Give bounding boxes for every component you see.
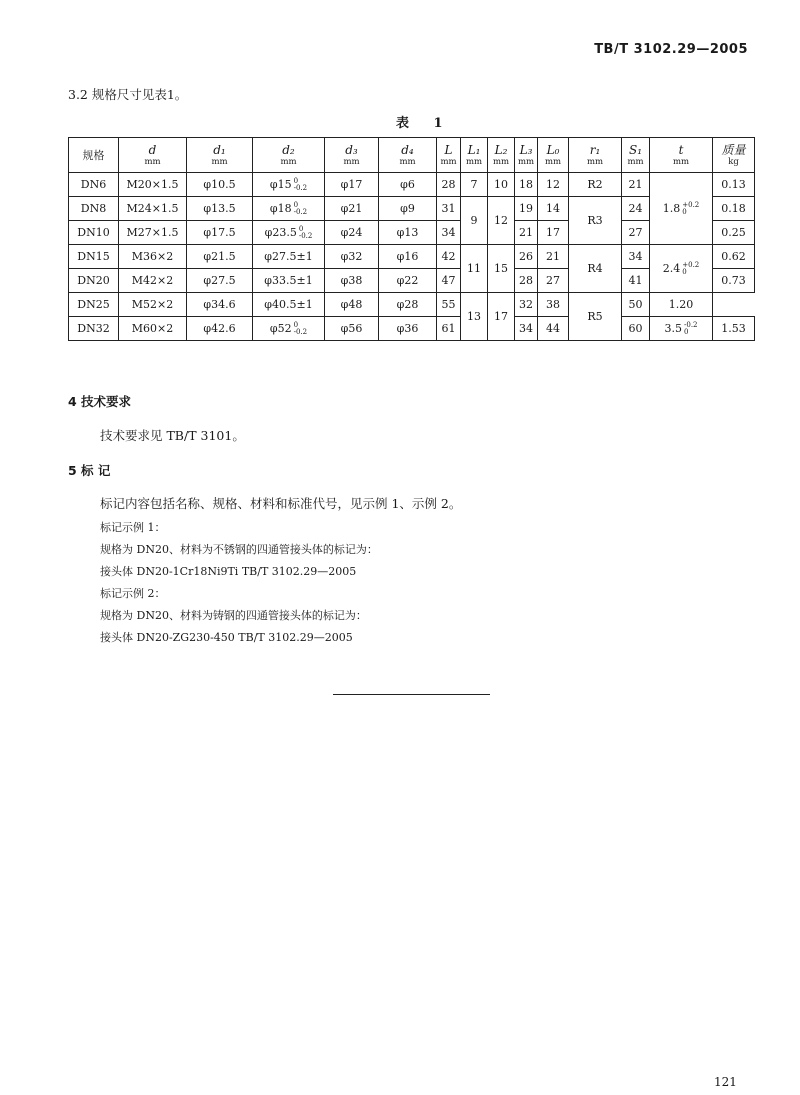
tolerance-upper: +0.2 — [682, 260, 700, 269]
header-unit: mm — [517, 156, 535, 167]
tolerance-lower: -0.2 — [293, 327, 308, 336]
header-symbol: L₃ — [519, 142, 533, 157]
cell-value: 0.18 — [721, 202, 746, 215]
cell-d2 — [253, 269, 325, 293]
header-cell — [69, 138, 119, 173]
cell-l0 — [538, 317, 569, 341]
cell-value: φ15 — [269, 177, 292, 191]
cell-value: φ38 — [340, 274, 363, 287]
cell-value: φ33.5±1 — [264, 274, 313, 287]
cell-value: φ40.5±1 — [264, 298, 313, 311]
cell-value: M27×1.5 — [126, 226, 179, 239]
tolerance — [294, 178, 308, 192]
cell-l0 — [538, 197, 569, 221]
tolerance-upper: +0.2 — [682, 200, 700, 209]
tolerance — [682, 202, 699, 216]
cell-d3 — [325, 293, 379, 317]
header-symbol: r₁ — [589, 142, 601, 157]
cell-spec — [69, 221, 119, 245]
cell-value: R5 — [587, 310, 603, 323]
cell-d3 — [325, 221, 379, 245]
cell-s1 — [622, 221, 650, 245]
header-symbol: L — [444, 142, 453, 157]
cell-value: R4 — [587, 262, 603, 275]
cell-value: 12 — [494, 214, 508, 227]
cell-value: 47 — [441, 274, 456, 287]
cell-value: φ18 — [269, 201, 292, 215]
cell-value: φ42.6 — [203, 322, 236, 335]
cell-l0 — [538, 269, 569, 293]
header-symbol: 质量 — [721, 142, 746, 157]
cell-mass — [713, 197, 755, 221]
tolerance-lower: -0.2 — [293, 207, 308, 216]
cell-value: φ17 — [340, 178, 363, 191]
cell-value: 14 — [546, 202, 560, 215]
cell-d4 — [379, 173, 437, 197]
cell-value: 32 — [519, 298, 533, 311]
cell-value: φ17.5 — [203, 226, 236, 239]
section-4-text: 技术要求见 TB/T 3101。 — [100, 428, 245, 443]
cell-spec — [69, 197, 119, 221]
cell-value: 31 — [441, 202, 456, 215]
page-number: 121 — [714, 1075, 737, 1089]
header-symbol: d₃ — [345, 142, 358, 157]
cell-d1 — [187, 173, 253, 197]
tolerance-lower: 0 — [684, 327, 689, 336]
cell-value: 10 — [494, 178, 508, 191]
cell-value: φ13 — [396, 226, 419, 239]
header-unit: mm — [492, 156, 510, 167]
header-unit: kg — [728, 156, 739, 167]
header-cell — [569, 138, 622, 173]
cell-d1 — [187, 317, 253, 341]
cell-value: 18 — [519, 178, 533, 191]
cell-d2 — [253, 173, 325, 197]
tolerance-lower: -0.2 — [298, 231, 313, 240]
tolerance — [684, 322, 698, 336]
cell-l0 — [538, 293, 569, 317]
cell-value: φ21.5 — [203, 250, 236, 263]
cell-d — [119, 221, 187, 245]
header-symbol: L₁ — [467, 142, 481, 157]
section-5-text: 标记内容包括名称、规格、材料和标准代号，见示例 1、示例 2。 — [100, 496, 462, 511]
cell-r1 — [569, 293, 622, 341]
cell-value: 7 — [470, 178, 478, 191]
cell-l1 — [461, 293, 488, 341]
header-symbol: L₂ — [494, 142, 508, 157]
example-1-label: 标记示例 1： — [100, 521, 166, 534]
cell-value: DN32 — [77, 322, 110, 335]
cell-d1 — [187, 269, 253, 293]
cell-value: 27 — [546, 274, 560, 287]
cell-value: φ56 — [340, 322, 363, 335]
header-unit: mm — [280, 156, 297, 167]
cell-d — [119, 197, 187, 221]
section-3-2-text: 3.2 规格尺寸见表1。 — [68, 87, 188, 102]
cell-d — [119, 293, 187, 317]
end-rule — [333, 694, 490, 695]
cell-l3 — [515, 293, 538, 317]
cell-d2 — [253, 293, 325, 317]
header-unit: mm — [211, 156, 228, 167]
cell-value: DN15 — [77, 250, 110, 263]
table-row — [69, 245, 755, 269]
cell-d2 — [253, 221, 325, 245]
cell-value: 21 — [546, 250, 560, 263]
header-cell — [379, 138, 437, 173]
cell-value: 27 — [628, 226, 643, 239]
header-cell — [538, 138, 569, 173]
header-cell — [119, 138, 187, 173]
cell-d — [119, 269, 187, 293]
cell-mass — [713, 317, 755, 341]
cell-l2 — [488, 173, 515, 197]
tolerance-lower: 0 — [682, 267, 687, 276]
cell-d1 — [187, 197, 253, 221]
cell-value: 21 — [628, 178, 643, 191]
cell-t — [650, 245, 713, 293]
cell-value: DN6 — [80, 178, 107, 191]
cell-value: 44 — [546, 322, 560, 335]
cell-s1 — [622, 293, 650, 317]
header-cell — [515, 138, 538, 173]
tolerance-lower: -0.2 — [293, 183, 308, 192]
cell-r1 — [569, 173, 622, 197]
cell-value: 12 — [546, 178, 560, 191]
header-symbol: S₁ — [628, 142, 643, 157]
header-unit: mm — [627, 156, 644, 167]
cell-value: 0.73 — [721, 274, 746, 287]
cell-value: 34 — [628, 250, 643, 263]
cell-value: 38 — [546, 298, 560, 311]
cell-value: 13 — [467, 310, 481, 323]
header-cell — [622, 138, 650, 173]
cell-value: M20×1.5 — [126, 178, 179, 191]
cell-value: 50 — [628, 298, 643, 311]
cell-mass — [713, 245, 755, 269]
cell-d — [119, 245, 187, 269]
cell-r1 — [569, 245, 622, 293]
table-row — [69, 317, 755, 341]
cell-value: φ24 — [340, 226, 363, 239]
cell-value: M24×1.5 — [126, 202, 179, 215]
cell-d1 — [187, 221, 253, 245]
cell-r1 — [569, 197, 622, 245]
cell-l — [437, 317, 461, 341]
cell-d3 — [325, 269, 379, 293]
table-header-row — [69, 138, 755, 173]
cell-value: 21 — [519, 226, 533, 239]
tolerance — [299, 226, 313, 240]
cell-l — [437, 293, 461, 317]
example-2-marking: 接头体 DN20-ZG230-450 TB/T 3102.29—2005 — [100, 631, 353, 644]
cell-value: φ27.5 — [203, 274, 236, 287]
header-symbol: d — [148, 142, 157, 157]
cell-spec — [69, 269, 119, 293]
cell-d2 — [253, 317, 325, 341]
cell-value: 2.4 — [662, 261, 681, 275]
header-unit: mm — [440, 156, 457, 167]
cell-value: φ34.6 — [203, 298, 236, 311]
cell-l2 — [488, 197, 515, 245]
cell-value: 28 — [519, 274, 533, 287]
cell-l — [437, 269, 461, 293]
cell-value: M60×2 — [131, 322, 174, 335]
cell-value: 17 — [494, 310, 508, 323]
cell-value: M36×2 — [131, 250, 174, 263]
header-symbol: d₄ — [401, 142, 414, 157]
table-row — [69, 173, 755, 197]
cell-value: 28 — [441, 178, 456, 191]
cell-value: 61 — [441, 322, 456, 335]
section-4-heading: 4 技术要求 — [68, 394, 132, 409]
cell-spec — [69, 173, 119, 197]
cell-value: φ28 — [396, 298, 419, 311]
cell-value: 34 — [519, 322, 533, 335]
cell-mass — [713, 173, 755, 197]
header-unit: mm — [672, 156, 690, 167]
cell-value: φ21 — [340, 202, 363, 215]
cell-value: φ10.5 — [203, 178, 236, 191]
cell-value: 42 — [441, 250, 456, 263]
cell-d2 — [253, 245, 325, 269]
header-unit: mm — [343, 156, 360, 167]
cell-value: 1.53 — [721, 322, 746, 335]
cell-t — [650, 173, 713, 245]
cell-value: φ36 — [396, 322, 419, 335]
cell-value: φ32 — [340, 250, 363, 263]
header-unit: mm — [465, 156, 483, 167]
cell-l3 — [515, 197, 538, 221]
header-cell — [253, 138, 325, 173]
cell-value: 3.5 — [664, 321, 682, 335]
cell-l3 — [515, 317, 538, 341]
cell-value: 60 — [628, 322, 643, 335]
cell-t — [650, 317, 713, 341]
cell-value: φ48 — [340, 298, 363, 311]
cell-value: 1.8 — [662, 201, 681, 215]
cell-value: 0.25 — [721, 226, 746, 239]
tolerance-upper: 0 — [293, 200, 299, 209]
cell-value: φ23.5 — [264, 225, 297, 239]
cell-s1 — [622, 317, 650, 341]
cell-value: 15 — [494, 262, 508, 275]
cell-s1 — [622, 245, 650, 269]
cell-l1 — [461, 245, 488, 293]
cell-l3 — [515, 269, 538, 293]
cell-l — [437, 245, 461, 269]
header-cell — [325, 138, 379, 173]
header-symbol: L₀ — [546, 142, 560, 157]
cell-value: φ9 — [400, 202, 415, 215]
cell-d4 — [379, 221, 437, 245]
cell-value: φ52 — [269, 321, 292, 335]
cell-s1 — [622, 197, 650, 221]
cell-value: 26 — [519, 250, 533, 263]
cell-value: φ22 — [396, 274, 419, 287]
header-unit: mm — [144, 156, 161, 167]
cell-d3 — [325, 197, 379, 221]
cell-value: 55 — [441, 298, 456, 311]
cell-mass — [713, 269, 755, 293]
cell-d4 — [379, 293, 437, 317]
tolerance-upper: 0 — [293, 320, 299, 329]
cell-value: 9 — [470, 214, 478, 227]
tolerance-upper: 0 — [293, 176, 299, 185]
cell-value: 1.20 — [668, 298, 694, 311]
header-symbol: t — [678, 142, 684, 157]
cell-value: M42×2 — [131, 274, 174, 287]
cell-d2 — [253, 197, 325, 221]
standard-code: TB/T 3102.29—2005 — [594, 42, 748, 57]
cell-l3 — [515, 221, 538, 245]
table-title: 表 1 — [396, 116, 453, 131]
cell-l — [437, 197, 461, 221]
header-cell — [488, 138, 515, 173]
cell-d4 — [379, 317, 437, 341]
cell-l3 — [515, 173, 538, 197]
cell-value: 0.13 — [721, 178, 746, 191]
cell-l0 — [538, 173, 569, 197]
header-cell — [461, 138, 488, 173]
header-cell — [437, 138, 461, 173]
cell-d — [119, 173, 187, 197]
cell-value: M52×2 — [131, 298, 174, 311]
cell-d1 — [187, 293, 253, 317]
header-unit: mm — [544, 156, 562, 167]
header-symbol: d₁ — [213, 142, 226, 157]
cell-l0 — [538, 221, 569, 245]
cell-d4 — [379, 269, 437, 293]
header-cell — [187, 138, 253, 173]
example-2-label: 标记示例 2： — [100, 587, 166, 600]
cell-value: 41 — [628, 274, 643, 287]
tolerance-lower: 0 — [682, 207, 687, 216]
cell-value: 11 — [467, 262, 481, 275]
cell-spec — [69, 317, 119, 341]
tolerance — [294, 202, 308, 216]
cell-value: 19 — [519, 202, 533, 215]
cell-l — [437, 173, 461, 197]
header-cell — [713, 138, 755, 173]
cell-value: DN10 — [77, 226, 110, 239]
cell-value: R2 — [587, 178, 603, 191]
table-row — [69, 293, 755, 317]
cell-l0 — [538, 245, 569, 269]
header-unit: mm — [399, 156, 416, 167]
cell-value: 17 — [546, 226, 560, 239]
cell-mass — [650, 293, 713, 317]
spec-table — [68, 137, 755, 341]
cell-mass — [713, 221, 755, 245]
cell-s1 — [622, 173, 650, 197]
cell-l2 — [488, 293, 515, 341]
cell-d — [119, 317, 187, 341]
cell-l1 — [461, 173, 488, 197]
cell-value: φ27.5±1 — [264, 250, 313, 263]
tolerance — [294, 322, 308, 336]
cell-d3 — [325, 173, 379, 197]
cell-value: R3 — [587, 214, 603, 227]
cell-value: 0.62 — [721, 250, 746, 263]
example-2-description: 规格为 DN20、材料为铸钢的四通管接头体的标记为： — [100, 609, 367, 622]
header-unit: mm — [586, 156, 604, 167]
header-symbol: d₂ — [282, 142, 295, 157]
cell-value: 24 — [628, 202, 643, 215]
cell-value: φ16 — [396, 250, 419, 263]
cell-d1 — [187, 245, 253, 269]
cell-l — [437, 221, 461, 245]
example-1-description: 规格为 DN20、材料为不锈钢的四通管接头体的标记为： — [100, 543, 378, 556]
cell-l3 — [515, 245, 538, 269]
cell-spec — [69, 245, 119, 269]
cell-l2 — [488, 245, 515, 293]
cell-value: φ13.5 — [203, 202, 236, 215]
cell-value: DN25 — [77, 298, 110, 311]
cell-value: φ6 — [400, 178, 415, 191]
section-5-heading: 5 标 记 — [68, 463, 111, 478]
header-cell — [650, 138, 713, 173]
cell-spec — [69, 293, 119, 317]
cell-l1 — [461, 197, 488, 245]
header-symbol: 规格 — [82, 149, 105, 162]
tolerance — [682, 262, 699, 276]
cell-s1 — [622, 269, 650, 293]
cell-d3 — [325, 317, 379, 341]
cell-value: DN8 — [80, 202, 107, 215]
tolerance-upper: 0 — [298, 224, 304, 233]
cell-value: 34 — [441, 226, 456, 239]
cell-d4 — [379, 197, 437, 221]
cell-d3 — [325, 245, 379, 269]
cell-value: DN20 — [77, 274, 110, 287]
tolerance-upper: -0.2 — [684, 320, 698, 329]
cell-d4 — [379, 245, 437, 269]
example-1-marking: 接头体 DN20-1Cr18Ni9Ti TB/T 3102.29—2005 — [100, 565, 357, 578]
